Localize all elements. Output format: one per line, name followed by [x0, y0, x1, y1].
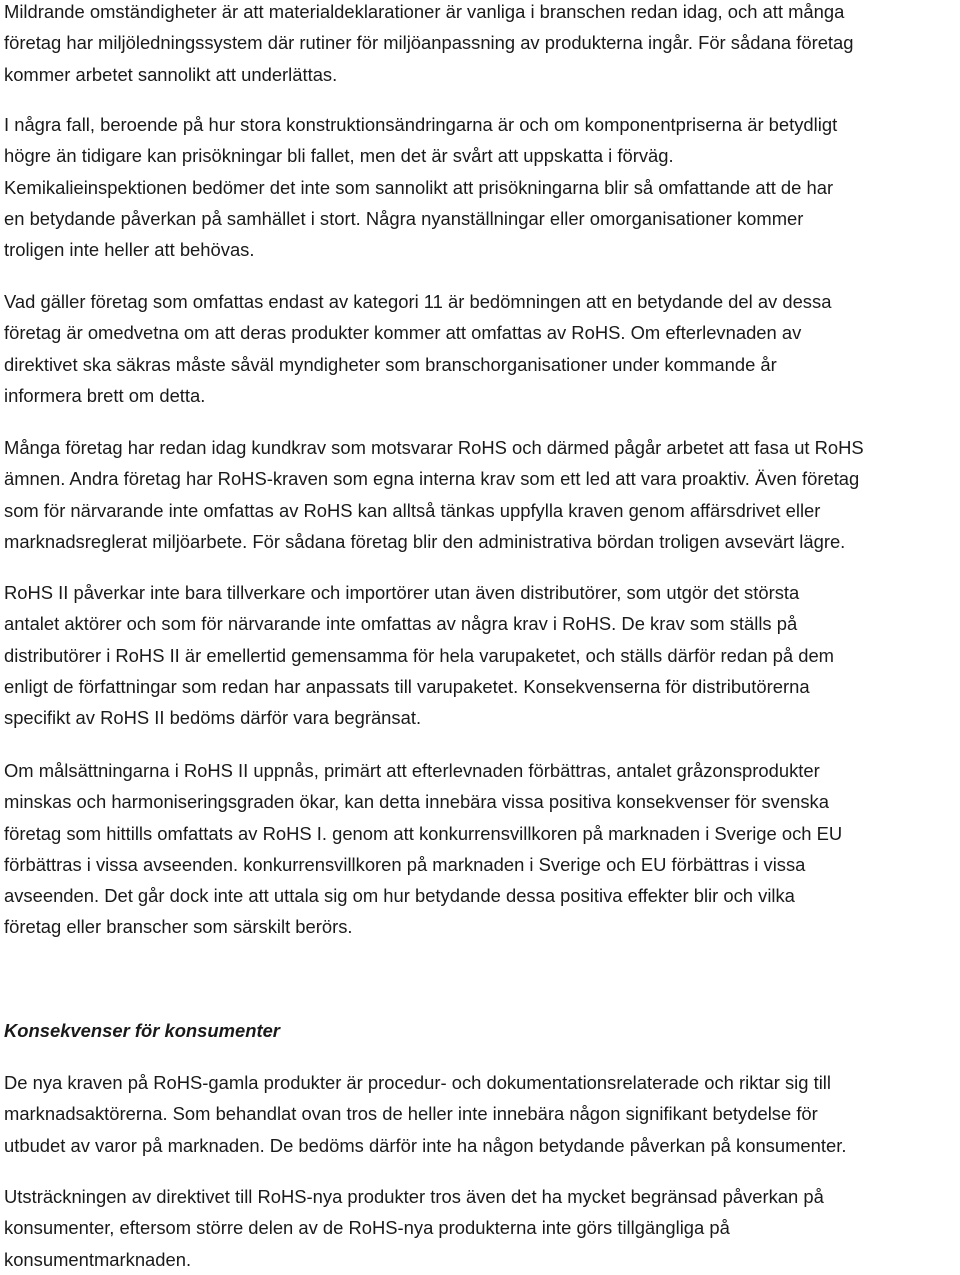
paragraph-category-11: [4, 286, 831, 411]
paragraph-distributors: [4, 577, 834, 733]
text-line: Vad gäller företag som omfattas endast av kategori 11 är bedömningen att en betydande del av dessa: [4, 291, 832, 312]
text-line: I några fall, beroende på hur stora konstruktionsändringarna är och om komponentpriserna är betydligt: [4, 114, 838, 135]
text-line: ämnen. Andra företag har RoHS-kraven som egna interna krav som ett led att vara proaktiv. Även företag: [4, 468, 860, 490]
text-line: Om målsättningarna i RoHS II uppnås, primärt att efterlevnaden förbättras, antalet gråzonsprodukter: [4, 760, 820, 781]
paragraph-directive-extension: [4, 1181, 824, 1275]
paragraph-price-increases: [4, 109, 837, 265]
text-line: Många företag har redan idag kundkrav som motsvarar RoHS och därmed pågår arbetet att fasa ut RoHS: [4, 437, 864, 458]
text-line: specifikt av RoHS II bedöms därför vara begränsat.: [4, 707, 422, 729]
text-line: direktivet ska säkras måste såväl myndigheter som branschorganisationer under kommande år: [4, 353, 777, 375]
text-line: konsumenter, eftersom större delen av de RoHS-nya produkterna inte görs tillgängliga på: [4, 1217, 730, 1239]
paragraph-customer-requirements: [4, 432, 864, 557]
text-line: företag eller branscher som särskilt berörs.: [4, 916, 353, 938]
paragraph-new-requirements: [4, 1067, 846, 1161]
text-line: marknadsreglerat miljöarbete. För sådana företag blir den administrativa bördan troligen avsevärt lägre.: [4, 530, 846, 552]
text-line: utbudet av varor på marknaden. De bedöms därför inte ha någon betydande påverkan på konsumenter.: [4, 1134, 847, 1156]
text-line: informera brett om detta.: [4, 384, 206, 406]
text-line: avseenden. Det går dock inte att uttala sig om hur betydande dessa positiva effekter blir och vilka: [4, 885, 795, 907]
text-line: troligen inte heller att behövas.: [4, 239, 255, 261]
text-line: RoHS II påverkar inte bara tillverkare och importörer utan även distributörer, som utgör det största: [4, 582, 800, 603]
text-line: förbättras i vissa avseenden. konkurrensvillkoren på marknaden i Sverige och EU förbättras i vissa: [4, 853, 806, 875]
text-line: antalet aktörer och som för närvarande inte omfattas av några krav i RoHS. De krav som ställs på: [4, 613, 798, 635]
text-line: konsumentmarknaden.: [4, 1248, 192, 1270]
text-line: Mildrande omständigheter är att materialdeklarationer är vanliga i branschen redan idag, och att många: [4, 1, 845, 22]
text-line: enligt de författningar som redan har anpassats till varupaketet. Konsekvenserna för distributörerna: [4, 675, 810, 697]
text-line: Utsträckningen av direktivet till RoHS-nya produkter tros även det ha mycket begränsad påverkan på: [4, 1186, 824, 1207]
text-line: en betydande påverkan på samhället i stort. Några nyanställningar eller omorganisationer kommer: [4, 207, 804, 229]
text-line: företag är omedvetna om att deras produkter kommer att omfattas av RoHS. Om efterlevnaden av: [4, 322, 802, 344]
text-line: företag har miljöledningssystem där rutiner för miljöanpassning av produkterna ingår. För sådana företag: [4, 32, 854, 54]
text-line: marknadsaktörerna. Som behandlat ovan tros de heller inte innebära någon signifikant betydelse för: [4, 1103, 818, 1125]
text-line: företag som hittills omfattats av RoHS I. genom att konkurrensvillkoren på marknaden i Sverige och EU: [4, 822, 843, 844]
text-line: distributörer i RoHS II är emellertid gemensamma för hela varupaketet, och ställs därför redan på dem: [4, 644, 835, 666]
text-line: Kemikalieinspektionen bedömer det inte som sannolikt att prisökningarna blir så omfattande att de har: [4, 176, 834, 198]
text-line: minskas och harmoniseringsgraden ökar, kan detta innebära vissa positiva konsekvenser för svenska: [4, 791, 829, 813]
section-heading: Konsekvenser för konsumenter: [4, 1020, 280, 1041]
paragraph-objectives: [4, 755, 842, 943]
text-line: som för närvarande inte omfattas av RoHS kan alltså tänkas uppfylla kraven genom affärsdrivet eller: [4, 499, 821, 521]
text-line: kommer arbetet sannolikt att underlättas.: [4, 63, 338, 85]
paragraph-mitigating-circumstances: [4, 0, 854, 90]
text-line: högre än tidigare kan prisökningar bli fallet, men det är svårt att uppskatta i förväg.: [4, 145, 674, 167]
text-line: De nya kraven på RoHS-gamla produkter är procedur- och dokumentationsrelaterade och riktar sig till: [4, 1072, 831, 1093]
